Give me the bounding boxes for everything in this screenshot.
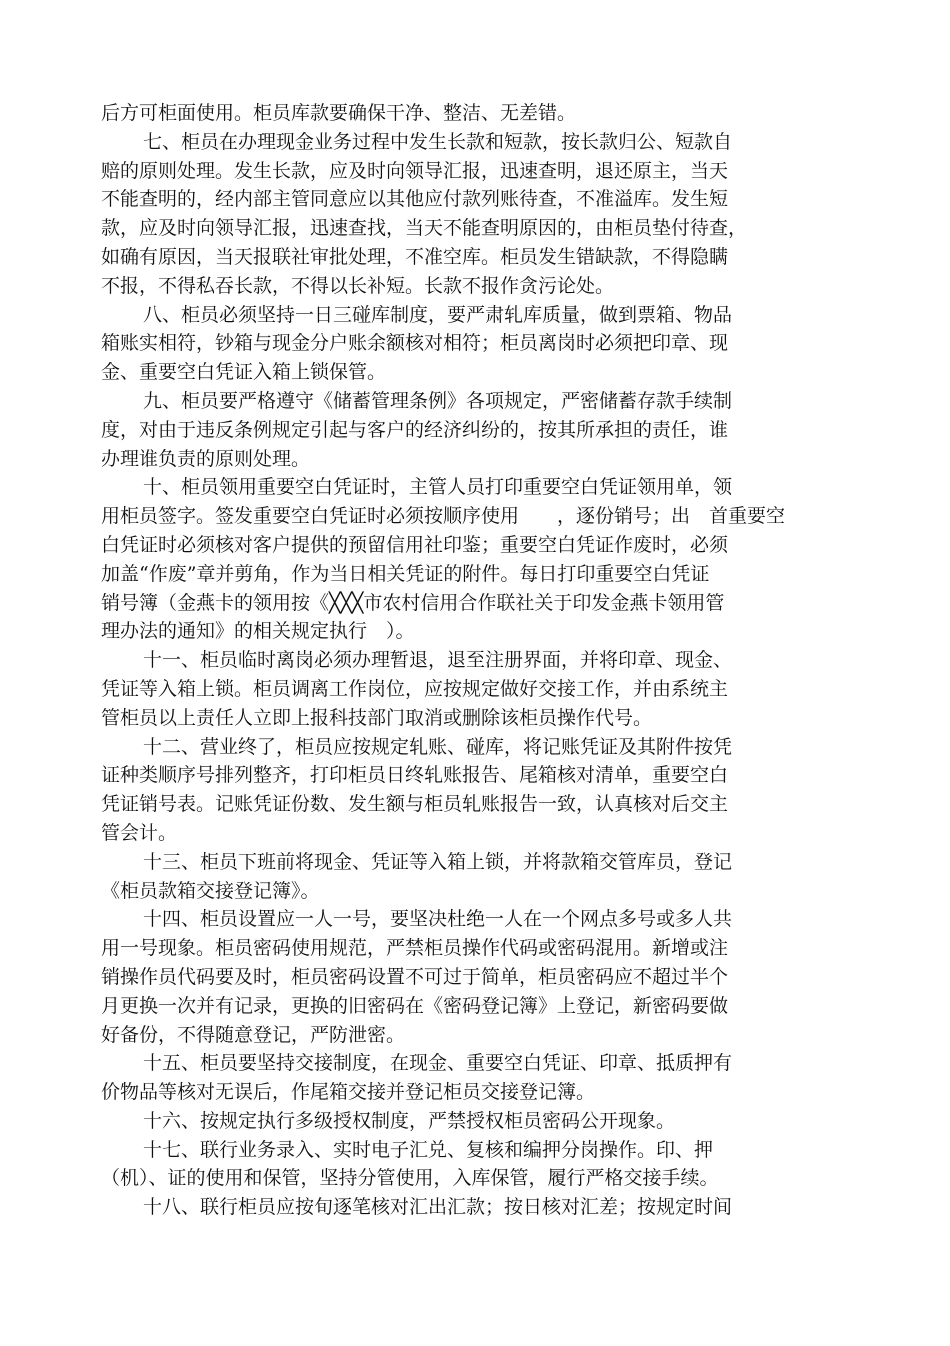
text-line: 管柜员以上责任人立即上报科技部门取消或删除该柜员操作代号。 [101,706,653,729]
text-line: 度，对由于违反条例规定引起与客户的经济纠纷的，按其所承担的责任，谁 [101,418,729,441]
text-line: 十三、柜员下班前将现金、凭证等入箱上锁，并将款箱交管库员，登记 [143,850,733,873]
text-line: 十六、按规定执行多级授权制度，严禁授权柜员密码公开现象。 [143,1109,676,1132]
text-line: 箱账实相符，钞箱与现金分户账余额核对相符；柜员离岗时必须把印章、现 [101,332,729,355]
text-line: 十四、柜员设置应一人一号，要坚决杜绝一人在一个网点多号或多人共 [143,908,733,931]
text-line: 好备份，不得随意登记，严防泄密。 [101,1023,406,1046]
text-line: 价物品等核对无误后，作尾箱交接并登记柜员交接登记簿。 [101,1081,596,1104]
text-line: 后方可柜面使用。柜员库款要确保干净、整洁、无差错。 [101,102,577,124]
text-line: 十五、柜员要坚持交接制度，在现金、重要空白凭证、印章、抵质押有 [143,1052,733,1075]
text-line: 款，应及时向领导汇报，迅速查找，当天不能查明原因的，由柜员垫付待查， [101,217,748,240]
text-line: 理办法的通知》的相关规定执行 ）。 [101,620,415,643]
text-line: 十七、联行业务录入、实时电子汇兑、复核和编押分岗操作。印、押 [143,1138,714,1161]
text-line: 十二、营业终了，柜员应按规定轧账、碰库，将记账凭证及其附件按凭 [143,735,733,758]
text-line: 凭证等入箱上锁。柜员调离工作岗位，应按规定做好交接工作，并由系统主 [101,677,729,700]
text-line: 七、柜员在办理现金业务过程中发生长款和短款，按长款归公、短款自 [143,130,733,153]
text-line: 《柜员款箱交接登记簿》。 [101,879,320,902]
text-line: 凭证销号表。记账凭证份数、发生额与柜员轧账报告一致，认真核对后交主 [101,793,729,816]
text-line: 十一、柜员临时离岗必须办理暂退，退至注册界面，并将印章、现金、 [143,649,733,672]
text-line: 九、柜员要严格遵守《储蓄管理条例》各项规定，严密储蓄存款手续制 [143,389,733,412]
text-line: 八、柜员必须坚持一日三碰库制度，要严肃轧库质量，做到票箱、物品 [143,303,733,326]
text-line: 白凭证时必须核对客户提供的预留信用社印鉴；重要空白凭证作废时，必须 [101,533,729,556]
text-line: 管会计。 [101,821,178,844]
text-line: 销操作员代码要及时，柜员密码设置不可过于简单，柜员密码应不超过半个 [101,965,729,988]
text-line: （机）、证的使用和保管，坚持分管使用，入库保管，履行严格交接手续。 [101,1167,719,1190]
text-line: 证种类顺序号排列整齐，打印柜员日终轧账报告、尾箱核对清单，重要空白 [101,764,729,787]
text-line: 赔的原则处理。发生长款，应及时向领导汇报，迅速查明，退还原主，当天 [101,159,729,182]
text-line: 办理谁负责的原则处理。 [101,447,311,470]
text-line: 金、重要空白凭证入箱上锁保管。 [101,361,387,384]
text-line: 用柜员签字。签发重要空白凭证时必须按顺序使用 ，逐份销号；出 首重要空 [101,505,786,528]
text-line: 用一号现象。柜员密码使用规范，严禁柜员操作代码或密码混用。新增或注 [101,937,729,960]
text-line: 加盖“作废”章并剪角，作为当日相关凭证的附件。每日打印重要空白凭证 [101,562,710,585]
text-line: 销号簿（金燕卡的领用按《╳╳╳市农村信用合作联社关于印发金燕卡领用管 [101,591,725,614]
document-body [101,99,861,1222]
text-line: 十八、联行柜员应按旬逐笔核对汇出汇款；按日核对汇差；按规定时间 [143,1196,733,1219]
text-line: 不报，不得私吞长款，不得以长补短。长款不报作贪污论处。 [101,274,615,297]
text-line: 如确有原因，当天报联社审批处理，不准空库。柜员发生错缺款，不得隐瞒 [101,245,729,268]
text-line: 月更换一次并有记录，更换的旧密码在《密码登记簿》上登记，新密码要做 [101,994,729,1017]
text-line: 不能查明的，经内部主管同意应以其他应付款列账待查，不准溢库。发生短 [101,188,729,211]
text-line: 十、柜员领用重要空白凭证时，主管人员打印重要空白凭证领用单，领 [143,476,733,499]
